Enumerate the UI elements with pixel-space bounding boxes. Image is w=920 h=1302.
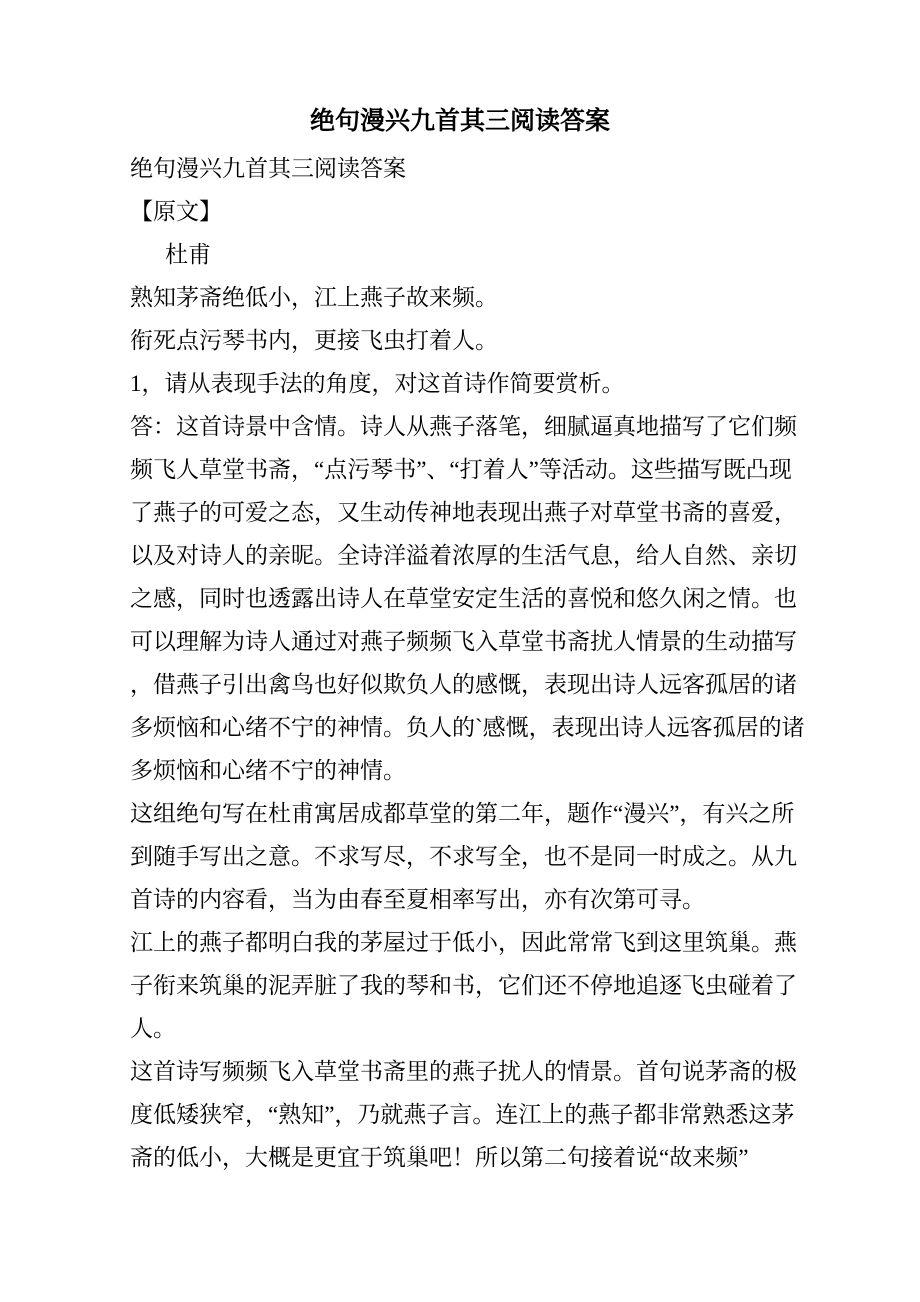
- paragraph: 答：这首诗景中含情。诗人从燕子落笔，细腻逼真地描写了它们频频飞人草堂书斋，“点污琴书”、“打着人”等活动。这些描写既凸现了燕子的可爱之态，又生动传神地表现出燕子对草堂书斋的喜爱，以及对诗人的亲昵。全诗洋溢着浓厚的生活气息，给人自然、亲切之感，同时也透露出诗人在草堂安定生活的喜悦和悠久闲之情。也可以理解为诗人通过对燕子频频飞入草堂书斋扰人情景的生动描写，借燕子引出禽鸟也好似欺负人的感慨，表现出诗人远客孤居的诸多烦恼和心绪不宁的神情。负人的`感慨，表现出诗人远客孤居的诸多烦恼和心绪不宁的神情。: [130, 414, 805, 783]
- paragraph: 绝句漫兴九首其三阅读答案: [130, 156, 406, 181]
- paragraph: 江上的燕子都明白我的茅屋过于低小，因此常常飞到这里筑巢。燕子衔来筑巢的泥弄脏了我的琴和书，它们还不停地追逐飞虫碰着了人。: [130, 930, 797, 1041]
- document-body: [130, 147, 810, 1179]
- paragraph: 这组绝句写在杜甫寓居成都草堂的第二年，题作“漫兴”，有兴之所到随手写出之意。不求写尽，不求写全，也不是同一时成之。从九首诗的内容看，当为由春至夏相率写出，亦有次第可寻。: [130, 801, 797, 912]
- paragraph: 【原文】: [130, 199, 222, 224]
- paragraph: 1，请从表现手法的角度，对这首诗作简要赏析。: [130, 371, 625, 396]
- paragraph: 杜甫: [165, 242, 211, 267]
- paragraph: 熟知茅斋绝低小，江上燕子故来频。: [130, 285, 498, 310]
- paragraph: 这首诗写频频飞入草堂书斋里的燕子扰人的情景。首句说茅斋的极度低矮狭窄，“熟知”，乃就燕子言。连江上的燕子都非常熟悉这茅斋的低小，大概是更宜于筑巢吧！所以第二句接着说“故来频”: [130, 1059, 797, 1170]
- paragraph: 衔死点污琴书内，更接飞虫打着人。: [130, 328, 498, 353]
- document-title: 绝句漫兴九首其三阅读答案: [309, 108, 610, 135]
